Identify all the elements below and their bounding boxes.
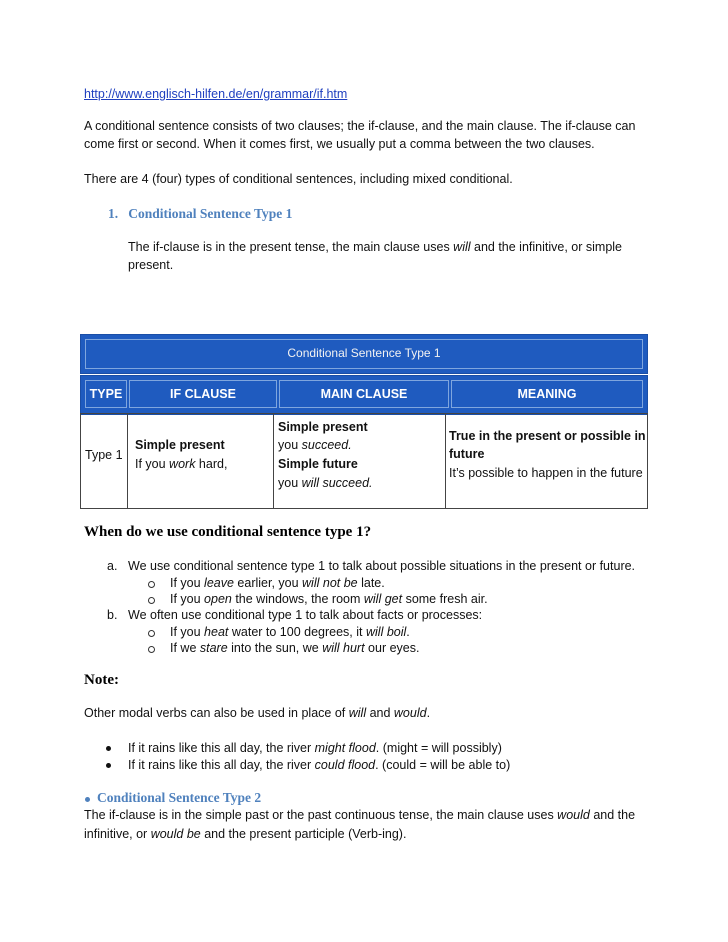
example-em: will hurt (322, 641, 365, 655)
bullet-dot-icon (106, 746, 111, 751)
when-a-text: We use conditional sentence type 1 to talk about possible situations in the present or future. (128, 559, 636, 573)
note-bullet-text: If it rains like this all day, the river (128, 741, 315, 755)
conditional-table (80, 334, 648, 509)
header-type: TYPE (85, 380, 127, 408)
note-bullet-text: . (could = will be able to) (375, 758, 511, 772)
section2-text: and the (589, 808, 636, 822)
example-text: If you (170, 625, 205, 639)
section2-line-2 (84, 826, 406, 842)
intro-line-2: come first or second. When it comes first, we usually put a comma between the two clauses. (84, 137, 595, 151)
note-heading: Note: (84, 672, 119, 688)
section2-heading: Conditional Sentence Type 2 (97, 790, 262, 805)
when-a-example-1 (170, 575, 385, 591)
heading-bullet-icon (85, 797, 90, 802)
section1-number: 1. (108, 206, 119, 221)
example-em: will boil (365, 625, 407, 639)
note-bullet-1 (128, 740, 502, 756)
section2-text: and the present participle (Verb-ing). (200, 827, 407, 841)
when-heading: When do we use conditional sentence type 1? (84, 524, 372, 540)
section1-desc-line-2: present. (128, 258, 174, 272)
section1-heading (108, 206, 292, 222)
example-text: If you (170, 592, 205, 606)
example-text: our eyes. (364, 641, 420, 655)
section1-desc-text: The if-clause is in the present tense, the main clause uses (128, 240, 454, 254)
table-divider (127, 414, 128, 508)
example-text: . (406, 625, 410, 639)
example-em: stare (199, 641, 228, 655)
table-header-row (80, 375, 648, 415)
when-a-example-2 (170, 591, 488, 607)
note-bullet-text: . (might = will possibly) (375, 741, 502, 755)
circle-bullet-icon (148, 581, 155, 588)
note-text (84, 705, 430, 721)
circle-bullet-icon (148, 630, 155, 637)
when-b-example-1 (170, 624, 410, 640)
header-main-clause: MAIN CLAUSE (279, 380, 449, 408)
source-url-line (84, 86, 347, 102)
note-em: will (348, 706, 367, 720)
example-em: leave (204, 576, 234, 590)
section1-desc-em: will (453, 240, 471, 254)
table-divider (445, 414, 446, 508)
cell-main-example-2 (278, 475, 373, 491)
section2-text: infinitive, or (84, 827, 151, 841)
note-bullet-em: could flood (314, 758, 376, 772)
table-row-type1 (80, 413, 648, 509)
example-text: water to 100 degrees, it (228, 625, 366, 639)
example-text: If we (170, 641, 200, 655)
cell-main-title-2: Simple future (278, 457, 358, 471)
section2-em: would be (150, 827, 201, 841)
bullet-dot-icon (106, 763, 111, 768)
cell-main-example-1 (278, 437, 352, 453)
note-em: would (393, 706, 427, 720)
cell-main-title-1: Simple present (278, 420, 368, 434)
list-marker-b: b. (107, 608, 118, 622)
example-em: will not be (302, 576, 358, 590)
example-text: If you (170, 576, 205, 590)
list-marker-a: a. (107, 559, 118, 573)
example-text: earlier, you (233, 576, 303, 590)
circle-bullet-icon (148, 597, 155, 604)
example-text: late. (357, 576, 385, 590)
cell-if-text-post: hard, (195, 457, 228, 471)
cell-meaning-text: It’s possible to happen in the future (449, 466, 643, 480)
intro-line-1: A conditional sentence consists of two clauses; the if-clause, and the main clause. The if-clause can (84, 119, 636, 133)
cell-main-em-1: succeed. (301, 438, 352, 452)
header-if-clause: IF CLAUSE (129, 380, 277, 408)
note-text-part: and (366, 706, 394, 720)
intro-line-3: There are 4 (four) types of conditional sentences, including mixed conditional. (84, 172, 513, 186)
example-em: will get (363, 592, 403, 606)
example-text: into the sun, we (227, 641, 323, 655)
note-bullet-text: If it rains like this all day, the river (128, 758, 315, 772)
cell-if-em: work (169, 457, 196, 471)
cell-if-text: If you (135, 457, 170, 471)
example-text: the windows, the room (231, 592, 364, 606)
table-caption-row (80, 334, 648, 374)
header-meaning: MEANING (451, 380, 643, 408)
section1-title: Conditional Sentence Type 1 (128, 206, 293, 221)
cell-meaning-title-2: future (449, 447, 485, 461)
source-url-link[interactable]: http://www.englisch-hilfen.de/en/grammar/if.htm (84, 87, 348, 101)
note-text-part: . (426, 706, 431, 720)
cell-meaning-title-1: True in the present or possible in (449, 429, 646, 443)
table-divider (273, 414, 274, 508)
when-b-example-2 (170, 640, 419, 656)
cell-type: Type 1 (85, 448, 123, 462)
circle-bullet-icon (148, 646, 155, 653)
example-em: heat (204, 625, 229, 639)
example-text: some fresh air. (402, 592, 488, 606)
when-b-text: We often use conditional type 1 to talk about facts or processes: (128, 608, 483, 622)
section2-text: The if-clause is in the simple past or the past continuous tense, the main clause uses (84, 808, 558, 822)
cell-main-em-2: will succeed. (301, 476, 373, 490)
cell-if-example (135, 456, 227, 472)
section2-em: would (557, 808, 590, 822)
section1-desc-text-post: and the infinitive, or simple (470, 240, 622, 254)
note-bullet-em: might flood (314, 741, 376, 755)
cell-main-text-1: you (278, 438, 302, 452)
note-bullet-2 (128, 757, 510, 773)
section1-desc-line-1 (128, 239, 622, 255)
note-text-part: Other modal verbs can also be used in place of (84, 706, 349, 720)
example-em: open (204, 592, 232, 606)
section2-line-1 (84, 807, 635, 823)
cell-main-text-2: you (278, 476, 302, 490)
cell-if-title: Simple present (135, 438, 225, 452)
table-caption: Conditional Sentence Type 1 (287, 346, 441, 360)
